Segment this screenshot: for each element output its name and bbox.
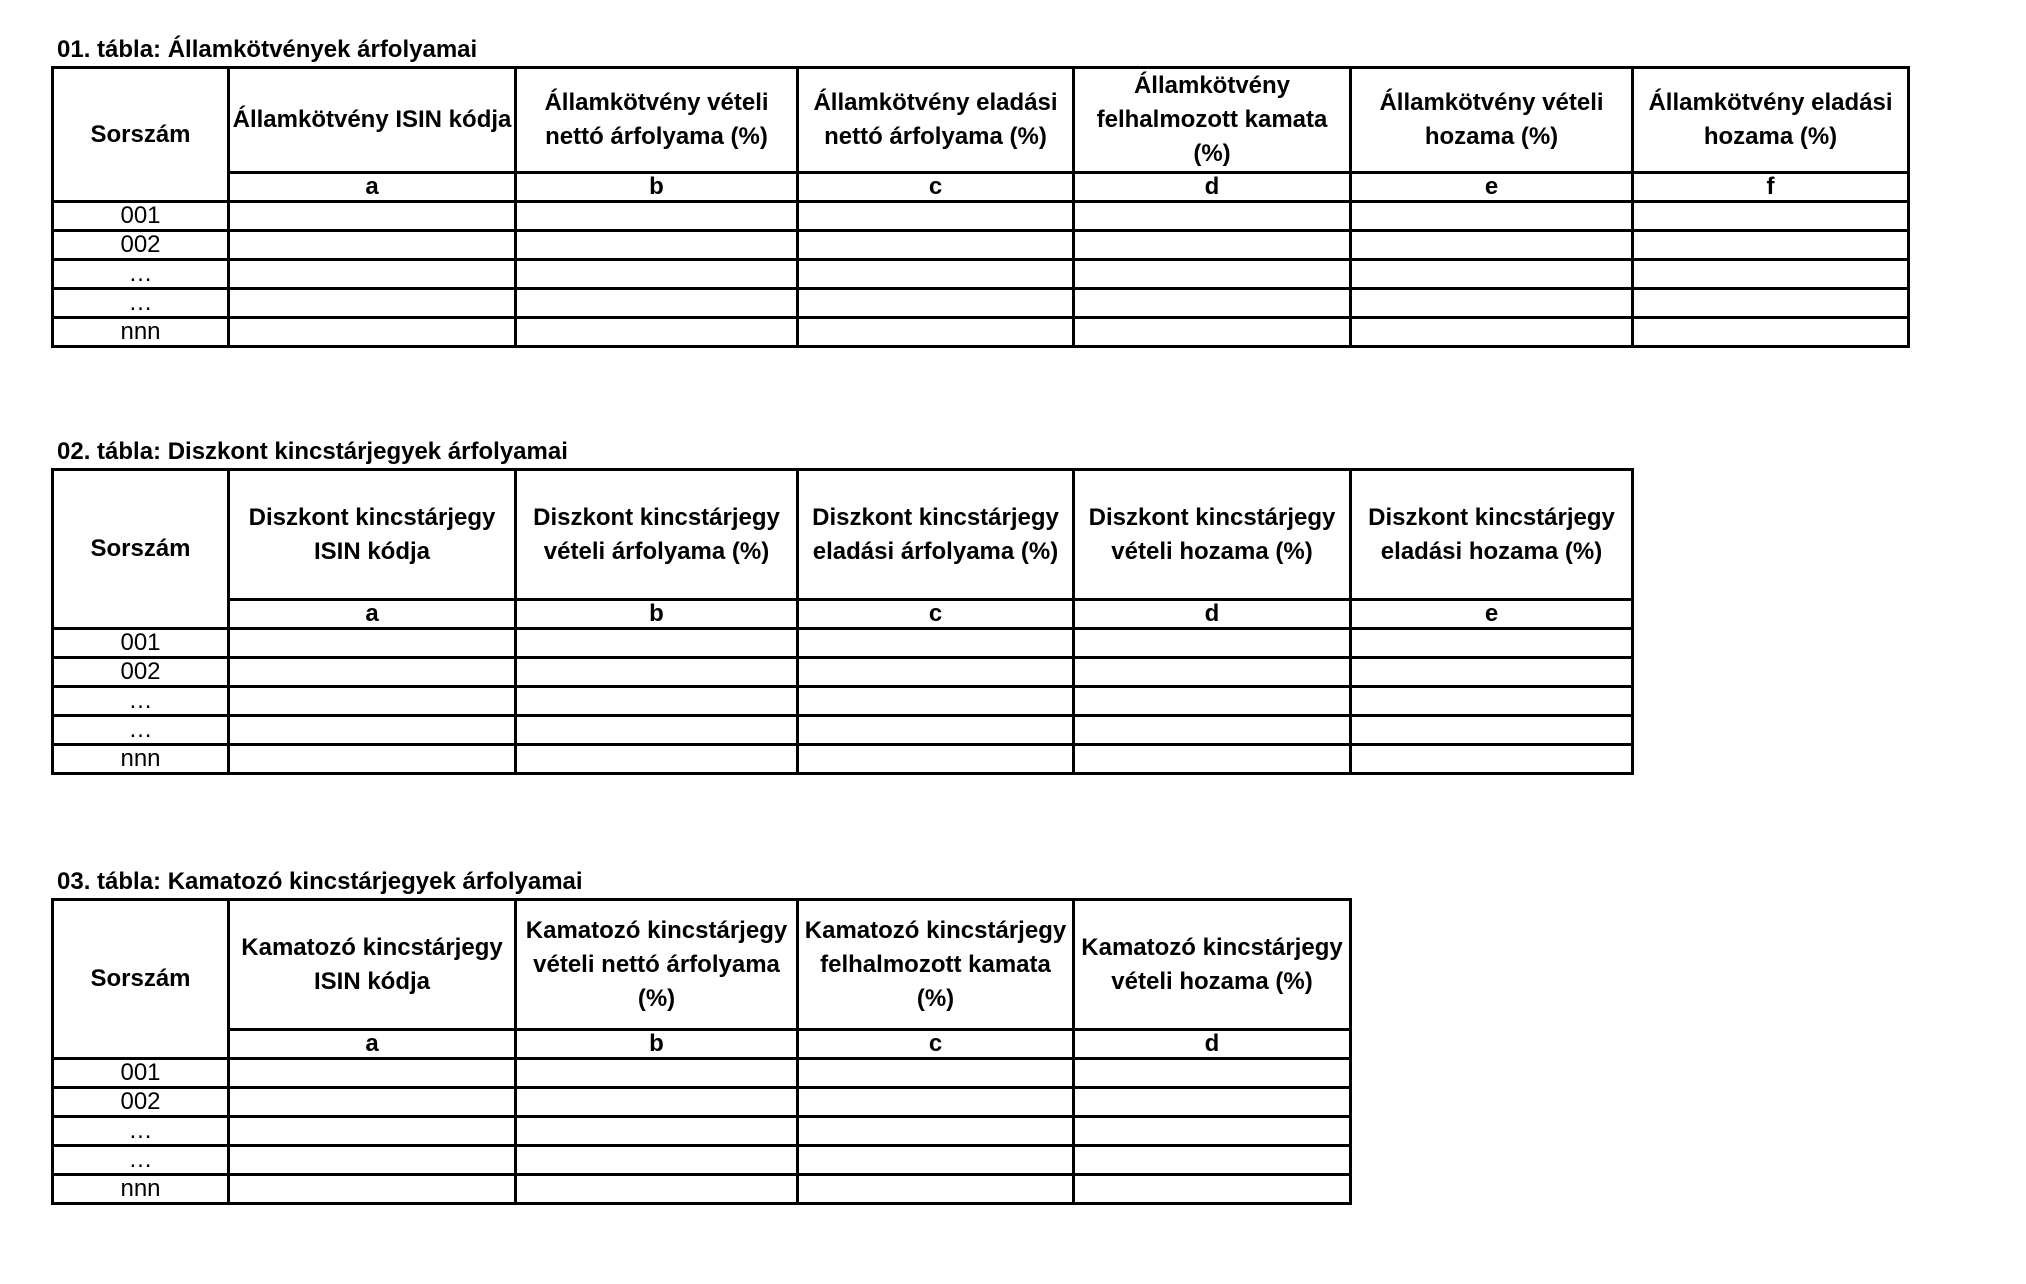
table-cell xyxy=(1074,1117,1351,1146)
column-header: Kamatozó kincstárjegy vételi hozama (%) xyxy=(1074,900,1351,1030)
table-cell xyxy=(798,1117,1074,1146)
table-cell xyxy=(516,318,798,347)
table-cell xyxy=(798,289,1074,318)
table-cell xyxy=(798,658,1074,687)
column-header: Államkötvény eladási hozama (%) xyxy=(1633,68,1909,173)
column-header: Diszkont kincstárjegy eladási hozama (%) xyxy=(1351,470,1633,600)
row-number: 002 xyxy=(53,658,229,687)
table-cell xyxy=(1074,716,1351,745)
table-cell xyxy=(1351,231,1633,260)
letter-row xyxy=(53,173,1909,202)
column-letter: c xyxy=(798,600,1074,629)
column-header: Diszkont kincstárjegy vételi hozama (%) xyxy=(1074,470,1351,600)
row-number: 002 xyxy=(53,231,229,260)
table-title: 01. tábla: Államkötvények árfolyamai xyxy=(57,36,478,63)
table-cell xyxy=(798,202,1074,231)
row-number: 002 xyxy=(53,1088,229,1117)
table-cell xyxy=(229,318,516,347)
table-row xyxy=(53,1059,1351,1088)
table-cell xyxy=(516,231,798,260)
table-row xyxy=(53,687,1633,716)
table-row xyxy=(53,658,1633,687)
table-cell xyxy=(229,716,516,745)
row-number: 001 xyxy=(53,202,229,231)
column-letter: e xyxy=(1351,173,1633,202)
table-cell xyxy=(1633,260,1909,289)
table-cell xyxy=(1074,629,1351,658)
table-cell xyxy=(516,716,798,745)
table-cell xyxy=(1351,629,1633,658)
table-cell xyxy=(1351,318,1633,347)
table-cell xyxy=(1633,289,1909,318)
header-row xyxy=(53,470,1633,600)
row-number: … xyxy=(53,260,229,289)
column-letter: d xyxy=(1074,173,1351,202)
table-cell xyxy=(1074,1059,1351,1088)
row-number: … xyxy=(53,1146,229,1175)
header-row xyxy=(53,900,1351,1030)
column-header: Államkötvény felhalmozott kamata (%) xyxy=(1074,68,1351,173)
letter-row xyxy=(53,600,1633,629)
table-cell xyxy=(1351,658,1633,687)
column-letter: c xyxy=(798,1030,1074,1059)
column-header: Államkötvény eladási nettó árfolyama (%) xyxy=(798,68,1074,173)
table-cell xyxy=(516,629,798,658)
column-header: Kamatozó kincstárjegy vételi nettó árfolyama (%) xyxy=(516,900,798,1030)
table-cell xyxy=(1351,687,1633,716)
column-letter: d xyxy=(1074,1030,1351,1059)
table-cell xyxy=(229,1059,516,1088)
table-cell xyxy=(229,1146,516,1175)
table-cell xyxy=(798,1175,1074,1204)
row-number: … xyxy=(53,289,229,318)
table-cell xyxy=(1074,745,1351,774)
table-row xyxy=(53,318,1909,347)
table-cell xyxy=(516,687,798,716)
row-number-header: Sorszám xyxy=(53,470,229,629)
table-cell xyxy=(1074,318,1351,347)
table-cell xyxy=(1074,1175,1351,1204)
column-letter: a xyxy=(229,1030,516,1059)
column-letter: b xyxy=(516,1030,798,1059)
table-cell xyxy=(1633,231,1909,260)
table-cell xyxy=(516,1088,798,1117)
table-title: 02. tábla: Diszkont kincstárjegyek árfolyamai xyxy=(57,438,568,465)
table-cell xyxy=(798,745,1074,774)
row-number: 001 xyxy=(53,629,229,658)
row-number: … xyxy=(53,687,229,716)
table-cell xyxy=(1633,202,1909,231)
table-row xyxy=(53,716,1633,745)
column-letter: a xyxy=(229,600,516,629)
table-cell xyxy=(229,658,516,687)
table-cell xyxy=(516,745,798,774)
row-number: nnn xyxy=(53,1175,229,1204)
row-number: nnn xyxy=(53,745,229,774)
table-cell xyxy=(1351,289,1633,318)
row-number: 001 xyxy=(53,1059,229,1088)
table-cell xyxy=(516,658,798,687)
column-header: Kamatozó kincstárjegy felhalmozott kamata (%) xyxy=(798,900,1074,1030)
table-cell xyxy=(798,1146,1074,1175)
column-letter: b xyxy=(516,173,798,202)
table-cell xyxy=(1351,716,1633,745)
table-cell xyxy=(516,202,798,231)
table-cell xyxy=(1351,202,1633,231)
table-cell xyxy=(229,1117,516,1146)
table-title: 03. tábla: Kamatozó kincstárjegyek árfolyamai xyxy=(57,868,583,895)
column-header: Államkötvény vételi nettó árfolyama (%) xyxy=(516,68,798,173)
table-section-01 xyxy=(51,36,1910,348)
row-number: nnn xyxy=(53,318,229,347)
table-section-03 xyxy=(51,868,1352,1205)
column-letter: f xyxy=(1633,173,1909,202)
column-header: Államkötvény vételi hozama (%) xyxy=(1351,68,1633,173)
table-cell xyxy=(229,629,516,658)
table-cell xyxy=(229,260,516,289)
table-cell xyxy=(1074,1146,1351,1175)
column-header: Diszkont kincstárjegy ISIN kódja xyxy=(229,470,516,600)
row-number-header: Sorszám xyxy=(53,68,229,202)
header-row xyxy=(53,68,1909,173)
row-number-header: Sorszám xyxy=(53,900,229,1059)
table-cell xyxy=(516,1146,798,1175)
table-cell xyxy=(1074,260,1351,289)
table-cell xyxy=(516,1175,798,1204)
table-cell xyxy=(798,716,1074,745)
row-number: … xyxy=(53,716,229,745)
table-cell xyxy=(1633,318,1909,347)
table-cell xyxy=(798,629,1074,658)
table-row xyxy=(53,1088,1351,1117)
column-header: Államkötvény ISIN kódja xyxy=(229,68,516,173)
interest-bills-table xyxy=(51,898,1352,1205)
table-cell xyxy=(229,1175,516,1204)
table-cell xyxy=(516,1059,798,1088)
table-cell xyxy=(798,1059,1074,1088)
letter-row xyxy=(53,1030,1351,1059)
column-header: Diszkont kincstárjegy eladási árfolyama (%) xyxy=(798,470,1074,600)
table-cell xyxy=(516,1117,798,1146)
table-cell xyxy=(798,1088,1074,1117)
column-letter: e xyxy=(1351,600,1633,629)
table-row xyxy=(53,231,1909,260)
table-row xyxy=(53,629,1633,658)
table-row xyxy=(53,260,1909,289)
table-cell xyxy=(1074,231,1351,260)
column-header: Diszkont kincstárjegy vételi árfolyama (%) xyxy=(516,470,798,600)
column-letter: c xyxy=(798,173,1074,202)
table-cell xyxy=(1074,658,1351,687)
table-cell xyxy=(1074,1088,1351,1117)
table-row xyxy=(53,1175,1351,1204)
table-cell xyxy=(1351,745,1633,774)
table-cell xyxy=(798,687,1074,716)
table-cell xyxy=(1351,260,1633,289)
table-cell xyxy=(229,687,516,716)
table-row xyxy=(53,289,1909,318)
table-cell xyxy=(229,745,516,774)
table-row xyxy=(53,202,1909,231)
table-cell xyxy=(798,231,1074,260)
table-cell xyxy=(1074,202,1351,231)
table-row xyxy=(53,745,1633,774)
table-cell xyxy=(229,1088,516,1117)
table-cell xyxy=(229,231,516,260)
table-cell xyxy=(1074,687,1351,716)
table-cell xyxy=(229,289,516,318)
row-number: … xyxy=(53,1117,229,1146)
table-cell xyxy=(516,289,798,318)
column-header: Kamatozó kincstárjegy ISIN kódja xyxy=(229,900,516,1030)
table-cell xyxy=(798,318,1074,347)
table-row xyxy=(53,1146,1351,1175)
table-cell xyxy=(798,260,1074,289)
bond-prices-table xyxy=(51,66,1910,348)
table-row xyxy=(53,1117,1351,1146)
table-cell xyxy=(516,260,798,289)
table-section-02 xyxy=(51,438,1634,775)
table-cell xyxy=(1074,289,1351,318)
table-cell xyxy=(229,202,516,231)
column-letter: d xyxy=(1074,600,1351,629)
column-letter: b xyxy=(516,600,798,629)
discount-bills-table xyxy=(51,468,1634,775)
column-letter: a xyxy=(229,173,516,202)
